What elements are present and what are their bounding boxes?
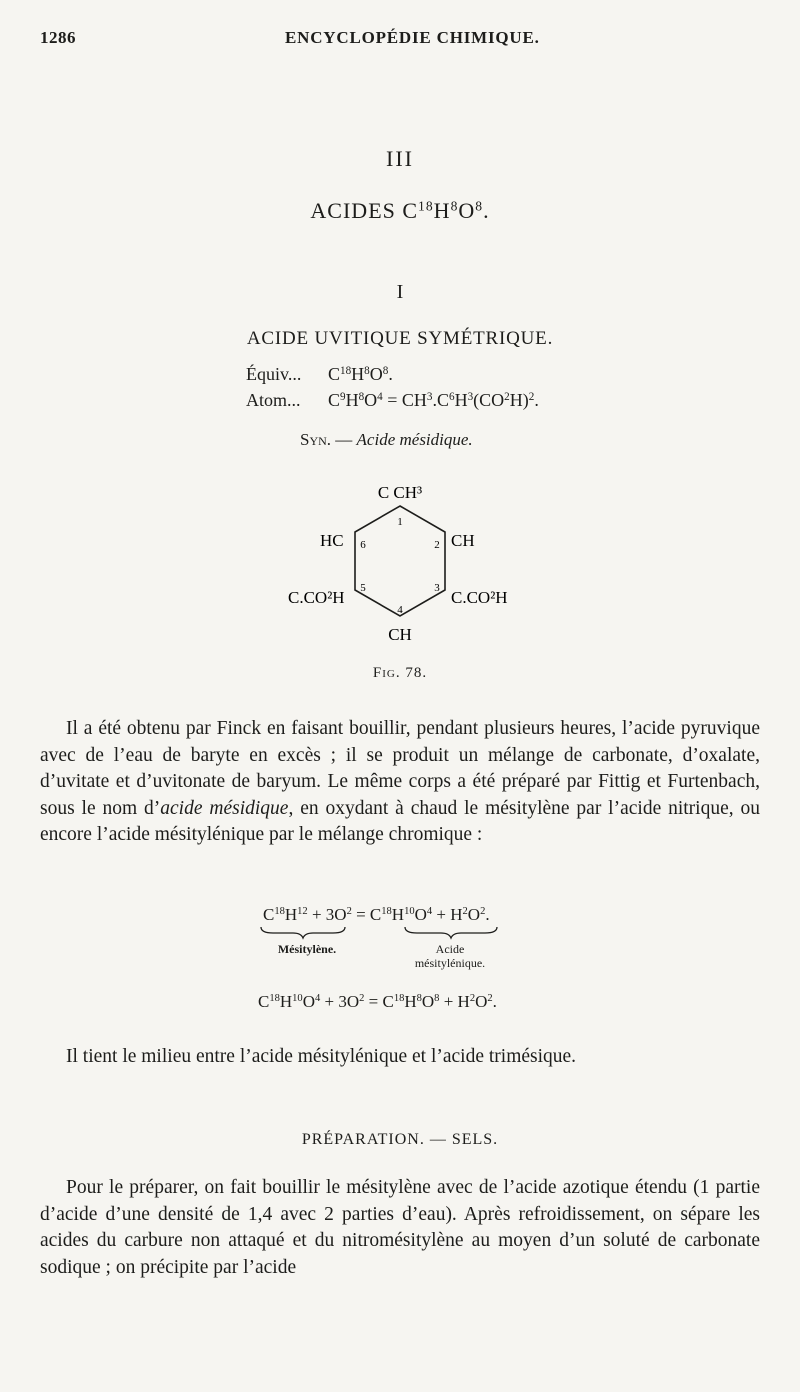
text-segment: C: [328, 390, 341, 410]
running-title: ENCYCLOPÉDIE CHIMIQUE.: [285, 28, 540, 47]
superscript: 18: [274, 906, 285, 918]
text-segment: H: [284, 905, 298, 924]
text-segment: O: [414, 905, 427, 924]
text-segment: C: [258, 992, 270, 1011]
ring-position-5: 5: [360, 582, 366, 594]
left-top-group-label: HC: [320, 531, 344, 550]
right-top-group-label: CH: [451, 531, 475, 550]
superscript: 8: [382, 364, 389, 377]
superscript: 12: [297, 906, 308, 918]
benzene-structure-figure: [288, 478, 508, 658]
superscript: 18: [381, 906, 392, 918]
brace-mesitylenic-acid: [405, 927, 497, 938]
superscript: 2: [487, 993, 493, 1005]
text-segment: .: [492, 992, 497, 1011]
superscript: 8: [416, 993, 422, 1005]
superscript: 18: [269, 993, 280, 1005]
superscript: 10: [292, 993, 303, 1005]
synonym-label: Syn.: [300, 430, 332, 449]
label-acid-line1: Acide: [435, 942, 465, 956]
text-segment: .: [534, 390, 539, 410]
superscript: 2: [504, 390, 510, 403]
text-segment: H: [391, 905, 405, 924]
superscript: 8: [358, 390, 365, 403]
text-segment: (CO: [473, 390, 505, 410]
text-segment: O: [475, 992, 488, 1011]
figure-caption: Fig. 78.: [372, 665, 428, 681]
paragraph-position: Il tient le milieu entre l’acide mésitylénique et l’acide trimésique.: [66, 1046, 577, 1067]
preparation-heading: PRÉPARATION. — SELS.: [301, 1131, 499, 1148]
superscript: 4: [377, 390, 383, 403]
text-segment: + 3O: [320, 992, 360, 1011]
chapter-title: [0, 198, 800, 224]
text-segment: = C: [364, 992, 394, 1011]
synonym-name: Acide mésidique.: [356, 430, 473, 449]
superscript: 2: [469, 993, 476, 1005]
ring-position-1: 1: [397, 516, 403, 528]
left-bottom-group-label: C.CO²H: [288, 588, 345, 607]
superscript: 8: [364, 364, 370, 377]
text-segment: O: [302, 992, 315, 1011]
superscript: 3: [426, 390, 433, 403]
atomic-label: Atom...: [246, 390, 301, 410]
text-segment: O: [364, 390, 378, 410]
superscript: 9: [340, 390, 346, 403]
text-segment: C: [263, 905, 275, 924]
chapter-roman-numeral: III: [386, 146, 414, 171]
equation-oxidation-2: [258, 992, 497, 1012]
acid-name-heading: ACIDE UVITIQUE SYMÉTRIQUE.: [246, 328, 554, 349]
text-segment: H: [345, 390, 359, 410]
synonym-dash: —: [331, 430, 357, 449]
superscript: 2: [480, 906, 486, 918]
italic-term: acide mésidique: [160, 797, 289, 819]
superscript: 4: [426, 906, 433, 918]
ring-position-2: 2: [434, 539, 440, 551]
right-bottom-group-label: C.CO²H: [451, 588, 508, 607]
section-roman-numeral: I: [396, 281, 404, 303]
brace-mesitylene: [261, 927, 345, 938]
text-segment: .: [483, 198, 490, 223]
text-segment: , en oxydant à chaud le mésitylène par l’acide nitrique, ou encore l’acide mésitylénique par le mélange chromique :: [40, 797, 760, 845]
text-segment: .C: [432, 390, 449, 410]
text-segment: = CH: [382, 390, 427, 410]
text-segment: ACIDES C: [310, 198, 419, 223]
text-segment: O: [458, 198, 476, 223]
superscript: 18: [393, 993, 405, 1005]
superscript: 2: [359, 993, 365, 1005]
text-segment: H: [433, 198, 451, 223]
text-segment: H: [454, 390, 468, 410]
label-acid-line2: mésitylénique.: [414, 956, 486, 970]
bottom-group-label: CH: [388, 625, 412, 644]
text-segment: .: [388, 364, 393, 384]
equation-braces: [255, 924, 555, 940]
superscript: 2: [528, 390, 535, 403]
superscript: 2: [462, 906, 468, 918]
equivalent-label: Équiv...: [246, 364, 302, 384]
ring-position-3: 3: [434, 582, 440, 594]
page-number: 1286: [40, 28, 76, 47]
text-segment: H): [509, 390, 529, 410]
superscript: 4: [314, 993, 321, 1005]
equivalent-formula: [328, 364, 393, 384]
ring-position-4: 4: [397, 604, 403, 616]
synonym-line: [300, 430, 473, 450]
top-group-label: C CH³: [377, 483, 423, 502]
text-segment: = C: [351, 905, 382, 924]
atomic-formula-row: [246, 390, 539, 411]
text-segment: + 3O: [307, 905, 347, 924]
text-segment: C: [328, 364, 341, 384]
atomic-formula: [328, 390, 539, 410]
text-segment: .: [485, 905, 490, 924]
superscript: 6: [449, 390, 455, 403]
superscript: 8: [434, 993, 440, 1005]
text-segment: Il a été obtenu par Finck en faisant bouillir, pendant plusieurs heures, l’acide pyruvique avec de l’eau de baryte en excès ; il se produit un mélange de carbonate, d’oxalate, d’uvitate et d’uvitonate de baryum. Le même corps a été préparé par Fittig et Furtenbach, sous le nom d’: [40, 718, 760, 819]
text-segment: O: [369, 364, 383, 384]
text-segment: O: [421, 992, 435, 1011]
paragraph-origin: [40, 716, 760, 849]
superscript: 3: [467, 390, 474, 403]
text-segment: + H: [439, 992, 470, 1011]
text-segment: H: [279, 992, 293, 1011]
superscript: 8: [450, 198, 459, 214]
ring-position-6: 6: [360, 539, 366, 551]
text-segment: + H: [432, 905, 463, 924]
superscript: 18: [340, 364, 352, 377]
superscript: 2: [346, 906, 352, 918]
superscript: 10: [404, 906, 415, 918]
superscript: 8: [475, 198, 484, 214]
text-segment: H: [351, 364, 365, 384]
label-mesitylenic-acid: [390, 942, 510, 970]
paragraph-preparation: Pour le préparer, on fait bouillir le mésitylène avec de l’acide azotique étendu (1 partie d’acide d’une densité de 1,4 avec 2 parties d’eau). Après refroidissement, on sépare les acides du carbure non attaqué et du nitromésitylène au moyen d’un soluté de carbonate sodique ; on précipite par l’acide: [40, 1177, 760, 1278]
text-segment: H: [404, 992, 417, 1011]
equivalent-formula-row: [246, 364, 393, 385]
text-segment: O: [467, 905, 481, 924]
label-mesitylene: Mésitylène.: [277, 942, 337, 956]
superscript: 18: [418, 198, 434, 214]
equation-oxidation-1: [263, 905, 490, 925]
